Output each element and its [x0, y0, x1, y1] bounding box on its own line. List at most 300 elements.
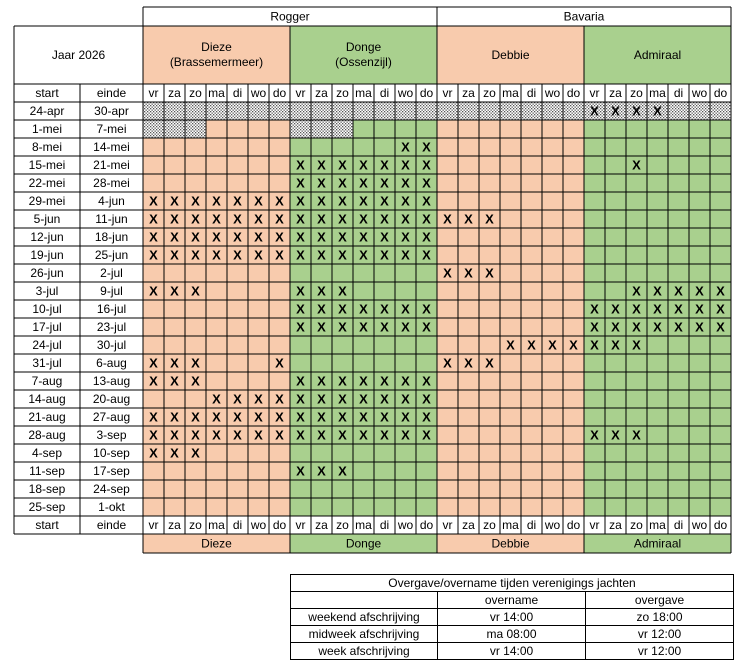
- booking-x-mark: X: [254, 409, 263, 425]
- booking-x-mark: X: [338, 283, 347, 299]
- legend-row: [291, 626, 734, 643]
- week-start-date: 15-mei: [28, 158, 66, 172]
- day-label-do: do: [566, 518, 581, 532]
- blocked-cell: [290, 120, 311, 138]
- day-label-di: di: [526, 518, 537, 532]
- booking-x-mark: X: [296, 283, 305, 299]
- boat-cell-fill: [584, 444, 731, 462]
- boat-cell-fill: [437, 282, 584, 300]
- booking-x-mark: X: [212, 391, 221, 407]
- booking-x-mark: X: [317, 391, 326, 407]
- day-label-wo: wo: [397, 86, 414, 100]
- boat-cell-fill: [584, 138, 731, 156]
- booking-x-mark: X: [317, 373, 326, 389]
- booking-x-mark: X: [443, 265, 452, 281]
- booking-x-mark: X: [401, 409, 410, 425]
- day-label-za: za: [609, 518, 622, 532]
- boat-cell-fill: [437, 354, 584, 372]
- booking-x-mark: X: [401, 247, 410, 263]
- booking-x-mark: X: [380, 157, 389, 173]
- week-start-date: 24-jul: [32, 338, 62, 352]
- booking-x-mark: X: [296, 373, 305, 389]
- booking-x-mark: X: [611, 103, 620, 119]
- booking-x-mark: X: [569, 337, 578, 353]
- booking-x-mark: X: [338, 229, 347, 245]
- day-label-vr: vr: [295, 518, 306, 532]
- booking-x-mark: X: [527, 337, 536, 353]
- booking-x-mark: X: [401, 319, 410, 335]
- booking-x-mark: X: [632, 283, 641, 299]
- group-label-rogger: Rogger: [270, 9, 310, 24]
- booking-x-mark: X: [317, 157, 326, 173]
- boat-cell-fill: [143, 138, 290, 156]
- booking-x-mark: X: [422, 409, 431, 425]
- week-end-date: 24-sep: [93, 482, 130, 496]
- day-label-zo: zo: [630, 86, 643, 100]
- booking-x-mark: X: [590, 103, 599, 119]
- booking-x-mark: X: [590, 301, 599, 317]
- booking-x-mark: X: [233, 211, 242, 227]
- day-label-zo: zo: [483, 518, 496, 532]
- day-label-ma: ma: [355, 86, 372, 100]
- day-label-vr: vr: [442, 518, 453, 532]
- boat-cell-fill: [290, 462, 437, 480]
- day-label-di: di: [379, 518, 390, 532]
- boat-name: Debbie: [491, 48, 530, 62]
- booking-x-mark: X: [191, 427, 200, 443]
- booking-x-mark: X: [380, 409, 389, 425]
- day-label-do: do: [272, 518, 287, 532]
- booking-x-mark: X: [212, 247, 221, 263]
- boat-cell-fill: [143, 336, 290, 354]
- boat-cell-fill: [143, 174, 290, 192]
- start-label: start: [35, 86, 59, 100]
- booking-x-mark: X: [401, 301, 410, 317]
- booking-x-mark: X: [359, 157, 368, 173]
- booking-x-mark: X: [191, 247, 200, 263]
- booking-x-mark: X: [359, 319, 368, 335]
- booking-x-mark: X: [296, 301, 305, 317]
- booking-x-mark: X: [170, 193, 179, 209]
- week-start-date: 8-mei: [31, 140, 63, 154]
- booking-x-mark: X: [338, 391, 347, 407]
- end-label: einde: [96, 86, 127, 100]
- boat-cell-fill: [437, 408, 584, 426]
- boat-cell-fill: [290, 336, 437, 354]
- week-start-date: 28-aug: [28, 428, 66, 442]
- booking-x-mark: X: [401, 175, 410, 191]
- day-label-vr: vr: [589, 86, 600, 100]
- boat-cell-fill: [584, 408, 731, 426]
- blocked-cell: [332, 120, 353, 138]
- day-label-zo: zo: [189, 518, 202, 532]
- booking-x-mark: X: [296, 319, 305, 335]
- boat-cell-fill: [437, 120, 584, 138]
- boat-cell-fill: [143, 444, 290, 462]
- day-label-di: di: [232, 518, 243, 532]
- booking-x-mark: X: [632, 157, 641, 173]
- week-start-date: 17-jul: [32, 320, 62, 334]
- booking-x-mark: X: [317, 175, 326, 191]
- booking-x-mark: X: [317, 463, 326, 479]
- day-label-wo: wo: [691, 518, 708, 532]
- booking-x-mark: X: [296, 157, 305, 173]
- booking-x-mark: X: [464, 265, 473, 281]
- week-start-date: 14-aug: [28, 392, 66, 406]
- day-label-za: za: [168, 86, 181, 100]
- legend-row-overname: vr 14:00: [438, 609, 586, 626]
- booking-x-mark: X: [485, 355, 494, 371]
- booking-x-mark: X: [632, 103, 641, 119]
- boat-cell-fill: [143, 480, 290, 498]
- legend-row-overname: ma 08:00: [438, 626, 586, 643]
- booking-x-mark: X: [401, 373, 410, 389]
- booking-x-mark: X: [149, 247, 158, 263]
- boat-cell-fill: [584, 336, 731, 354]
- booking-x-mark: X: [380, 193, 389, 209]
- boat-cell-fill: [584, 462, 731, 480]
- week-end-date: 18-jun: [94, 230, 129, 244]
- booking-x-mark: X: [590, 337, 599, 353]
- booking-x-mark: X: [191, 211, 200, 227]
- day-label-zo: zo: [189, 86, 202, 100]
- booking-x-mark: X: [317, 427, 326, 443]
- booking-x-mark: X: [296, 409, 305, 425]
- booking-x-mark: X: [716, 301, 725, 317]
- booking-x-mark: X: [233, 409, 242, 425]
- week-end-date: 30-jul: [96, 338, 127, 352]
- day-label-za: za: [315, 518, 328, 532]
- boat-cell-fill: [584, 372, 731, 390]
- start-label: start: [35, 518, 59, 532]
- end-label: einde: [96, 518, 127, 532]
- booking-x-mark: X: [296, 211, 305, 227]
- booking-x-mark: X: [422, 211, 431, 227]
- blocked-cell: [143, 102, 290, 120]
- booking-x-mark: X: [170, 211, 179, 227]
- footer-boat-name: Admiraal: [633, 536, 682, 551]
- booking-x-mark: X: [422, 175, 431, 191]
- day-label-do: do: [272, 86, 287, 100]
- booking-x-mark: X: [653, 319, 662, 335]
- booking-x-mark: X: [338, 463, 347, 479]
- week-start-date: 19-jun: [30, 248, 64, 262]
- boat-cell-fill: [437, 246, 584, 264]
- booking-x-mark: X: [296, 247, 305, 263]
- boat-name: Dieze: [201, 40, 232, 54]
- booking-x-mark: X: [485, 211, 494, 227]
- booking-x-mark: X: [422, 391, 431, 407]
- blocked-cell: [437, 102, 584, 120]
- booking-x-mark: X: [401, 193, 410, 209]
- booking-x-mark: X: [317, 229, 326, 245]
- booking-x-mark: X: [611, 337, 620, 353]
- booking-x-mark: X: [380, 301, 389, 317]
- week-end-date: 2-jul: [100, 266, 123, 280]
- week-end-date: 27-aug: [92, 410, 131, 424]
- boat-cell-fill: [143, 462, 290, 480]
- booking-x-mark: X: [296, 463, 305, 479]
- boat-cell-fill: [143, 282, 290, 300]
- booking-x-mark: X: [275, 211, 284, 227]
- boat-cell-fill: [584, 156, 731, 174]
- booking-x-mark: X: [338, 427, 347, 443]
- legend-row: [291, 609, 734, 626]
- booking-x-mark: X: [380, 175, 389, 191]
- day-label-za: za: [462, 86, 475, 100]
- boat-cell-fill: [437, 174, 584, 192]
- day-label-wo: wo: [544, 86, 561, 100]
- day-label-vr: vr: [295, 86, 306, 100]
- boat-location: (Ossenzijl): [335, 55, 392, 69]
- boat-cell-fill: [584, 174, 731, 192]
- boat-cell-fill: [437, 300, 584, 318]
- boat-cell-fill: [143, 354, 290, 372]
- blocked-cell: [668, 102, 689, 120]
- day-label-di: di: [232, 86, 243, 100]
- legend-row-label: week afschrijving: [291, 643, 438, 660]
- booking-x-mark: X: [380, 229, 389, 245]
- week-end-date: 28-mei: [93, 176, 130, 190]
- day-label-ma: ma: [208, 86, 225, 100]
- booking-x-mark: X: [338, 193, 347, 209]
- boat-cell-fill: [437, 228, 584, 246]
- booking-x-mark: X: [275, 391, 284, 407]
- booking-x-mark: X: [359, 373, 368, 389]
- booking-x-mark: X: [674, 301, 683, 317]
- legend-row-overgave: zo 18:00: [586, 609, 734, 626]
- week-end-date: 21-mei: [93, 158, 130, 172]
- booking-x-mark: X: [296, 391, 305, 407]
- booking-x-mark: X: [611, 301, 620, 317]
- group-label-bavaria: Bavaria: [563, 9, 605, 24]
- booking-x-mark: X: [422, 157, 431, 173]
- legend-col-overgave: overgave: [586, 592, 734, 609]
- booking-x-mark: X: [380, 247, 389, 263]
- footer-boat-name: Donge: [345, 536, 382, 551]
- booking-x-mark: X: [338, 409, 347, 425]
- day-label-wo: wo: [250, 518, 267, 532]
- booking-x-mark: X: [422, 247, 431, 263]
- blocked-cell: [164, 120, 185, 138]
- booking-x-mark: X: [170, 373, 179, 389]
- boat-cell-fill: [584, 210, 731, 228]
- booking-x-mark: X: [296, 427, 305, 443]
- blocked-cell: [185, 120, 206, 138]
- booking-x-mark: X: [191, 229, 200, 245]
- week-start-date: 1-mei: [31, 122, 63, 136]
- week-end-date: 25-jun: [94, 248, 129, 262]
- week-end-date: 11-jun: [95, 212, 128, 226]
- booking-x-mark: X: [632, 319, 641, 335]
- booking-x-mark: X: [422, 373, 431, 389]
- boat-cell-fill: [437, 462, 584, 480]
- booking-x-mark: X: [422, 301, 431, 317]
- booking-x-mark: X: [170, 445, 179, 461]
- booking-x-mark: X: [170, 427, 179, 443]
- booking-x-mark: X: [212, 193, 221, 209]
- legend-row-overgave: vr 12:00: [586, 626, 734, 643]
- booking-x-mark: X: [464, 355, 473, 371]
- day-label-wo: wo: [250, 86, 267, 100]
- booking-x-mark: X: [170, 409, 179, 425]
- week-end-date: 4-jun: [98, 194, 125, 208]
- booking-x-mark: X: [317, 409, 326, 425]
- booking-x-mark: X: [401, 391, 410, 407]
- booking-x-mark: X: [359, 175, 368, 191]
- booking-x-mark: X: [338, 211, 347, 227]
- legend-col-overname: overname: [438, 592, 586, 609]
- handover-times-table: [290, 574, 734, 660]
- day-label-do: do: [713, 518, 728, 532]
- booking-x-mark: X: [338, 301, 347, 317]
- day-label-za: za: [168, 518, 181, 532]
- day-label-ma: ma: [649, 518, 666, 532]
- booking-x-mark: X: [380, 391, 389, 407]
- boat-cell-fill: [584, 246, 731, 264]
- booking-x-mark: X: [212, 229, 221, 245]
- booking-x-mark: X: [275, 427, 284, 443]
- booking-x-mark: X: [317, 283, 326, 299]
- boat-cell-fill: [584, 354, 731, 372]
- day-label-zo: zo: [483, 86, 496, 100]
- booking-x-mark: X: [422, 229, 431, 245]
- booking-x-mark: X: [716, 283, 725, 299]
- week-start-date: 18-sep: [28, 482, 66, 496]
- week-start-date: 26-jun: [30, 266, 64, 280]
- booking-x-mark: X: [254, 211, 263, 227]
- booking-x-mark: X: [317, 301, 326, 317]
- boat-cell-fill: [437, 372, 584, 390]
- boat-cell-fill: [584, 426, 731, 444]
- booking-x-mark: X: [191, 283, 200, 299]
- boat-cell-fill: [290, 480, 437, 498]
- boat-cell-fill: [584, 480, 731, 498]
- day-label-di: di: [379, 86, 390, 100]
- day-label-ma: ma: [208, 518, 225, 532]
- booking-x-mark: X: [380, 211, 389, 227]
- booking-x-mark: X: [149, 355, 158, 371]
- boat-cell-fill: [143, 300, 290, 318]
- boat-cell-fill: [143, 156, 290, 174]
- booking-x-mark: X: [212, 409, 221, 425]
- boat-cell-fill: [290, 444, 437, 462]
- booking-x-mark: X: [359, 229, 368, 245]
- week-end-date: 3-sep: [96, 428, 127, 442]
- booking-x-mark: X: [359, 301, 368, 317]
- day-label-wo: wo: [691, 86, 708, 100]
- booking-x-mark: X: [674, 319, 683, 335]
- boat-name: Donge: [345, 40, 382, 54]
- booking-x-mark: X: [506, 337, 515, 353]
- booking-x-mark: X: [653, 301, 662, 317]
- boat-cell-fill: [584, 390, 731, 408]
- week-start-date: 7-aug: [31, 374, 63, 388]
- week-start-date: 3-jul: [35, 284, 59, 298]
- booking-x-mark: X: [632, 301, 641, 317]
- booking-x-mark: X: [401, 229, 410, 245]
- week-end-date: 17-sep: [93, 464, 130, 478]
- booking-x-mark: X: [296, 193, 305, 209]
- legend-title: Overgave/overname tijden verenigings jachten: [291, 575, 734, 592]
- legend-row-overname: vr 14:00: [438, 643, 586, 660]
- boat-cell-fill: [437, 138, 584, 156]
- booking-x-mark: X: [695, 283, 704, 299]
- booking-x-mark: X: [275, 193, 284, 209]
- booking-x-mark: X: [233, 391, 242, 407]
- day-label-zo: zo: [630, 518, 643, 532]
- booking-x-mark: X: [254, 247, 263, 263]
- day-label-zo: zo: [336, 518, 349, 532]
- boat-cell-fill: [437, 498, 584, 516]
- booking-x-mark: X: [275, 229, 284, 245]
- booking-x-mark: X: [590, 319, 599, 335]
- booking-x-mark: X: [149, 283, 158, 299]
- boat-location: (Brassemermeer): [169, 55, 264, 69]
- booking-x-mark: X: [422, 193, 431, 209]
- day-label-ma: ma: [355, 518, 372, 532]
- booking-x-mark: X: [359, 247, 368, 263]
- footer-boat-name: Dieze: [201, 536, 232, 551]
- booking-x-mark: X: [695, 301, 704, 317]
- week-start-date: 31-jul: [32, 356, 62, 370]
- booking-x-mark: X: [149, 373, 158, 389]
- booking-x-mark: X: [401, 427, 410, 443]
- blocked-cell: [710, 102, 731, 120]
- booking-x-mark: X: [590, 427, 599, 443]
- booking-x-mark: X: [296, 229, 305, 245]
- day-label-vr: vr: [442, 86, 453, 100]
- booking-x-mark: X: [380, 373, 389, 389]
- booking-x-mark: X: [548, 337, 557, 353]
- booking-x-mark: X: [149, 427, 158, 443]
- booking-x-mark: X: [674, 283, 683, 299]
- booking-x-mark: X: [317, 319, 326, 335]
- booking-x-mark: X: [338, 319, 347, 335]
- year-label: Jaar 2026: [51, 48, 106, 62]
- day-label-vr: vr: [148, 518, 159, 532]
- booking-x-mark: X: [422, 139, 431, 155]
- boat-cell-fill: [290, 498, 437, 516]
- day-label-vr: vr: [589, 518, 600, 532]
- blocked-cell: [311, 120, 332, 138]
- booking-x-mark: X: [233, 229, 242, 245]
- booking-x-mark: X: [380, 319, 389, 335]
- booking-x-mark: X: [485, 265, 494, 281]
- booking-x-mark: X: [653, 103, 662, 119]
- booking-x-mark: X: [401, 157, 410, 173]
- blocked-cell: [290, 102, 437, 120]
- booking-x-mark: X: [317, 211, 326, 227]
- booking-x-mark: X: [254, 193, 263, 209]
- booking-x-mark: X: [359, 409, 368, 425]
- booking-x-mark: X: [191, 373, 200, 389]
- day-label-vr: vr: [148, 86, 159, 100]
- week-start-date: 12-jun: [30, 230, 64, 244]
- booking-x-mark: X: [422, 427, 431, 443]
- booking-x-mark: X: [170, 229, 179, 245]
- booking-x-mark: X: [170, 355, 179, 371]
- booking-x-mark: X: [275, 409, 284, 425]
- week-end-date: 1-okt: [98, 500, 125, 514]
- booking-x-mark: X: [611, 427, 620, 443]
- legend-row-label: midweek afschrijving: [291, 626, 438, 643]
- week-start-date: 25-sep: [28, 500, 66, 514]
- booking-x-mark: X: [317, 193, 326, 209]
- booking-x-mark: X: [401, 139, 410, 155]
- booking-x-mark: X: [149, 445, 158, 461]
- week-start-date: 5-jun: [33, 212, 61, 226]
